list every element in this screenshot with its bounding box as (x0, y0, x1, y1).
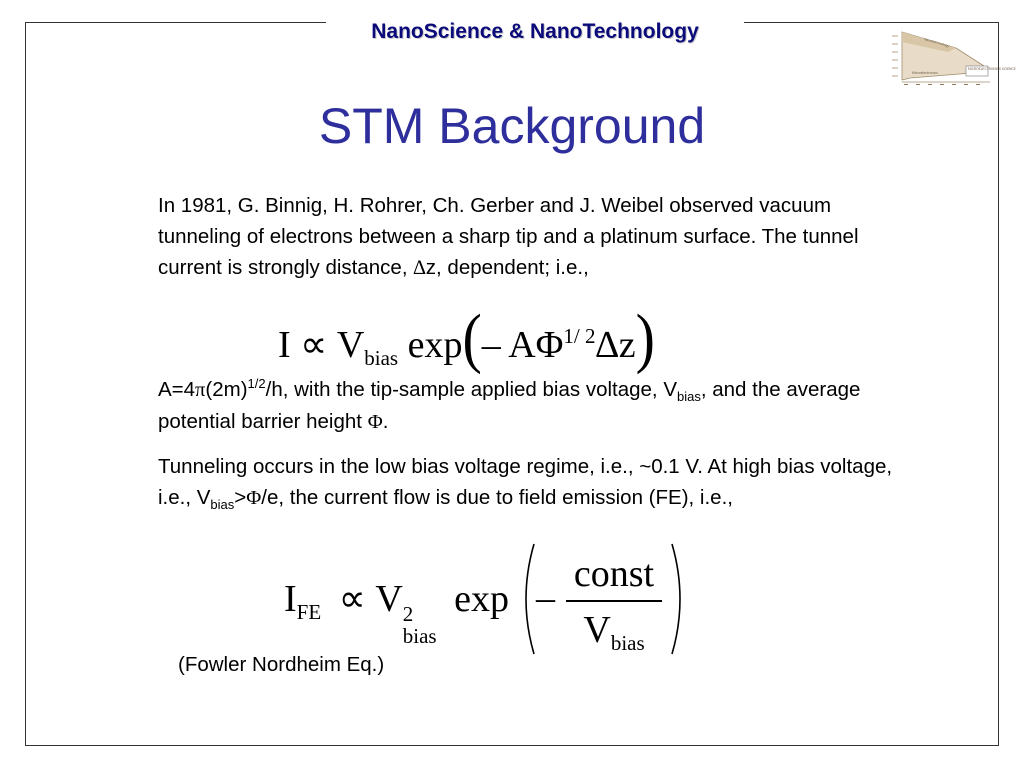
eq1-voltage-sub: bias (364, 346, 399, 370)
eq2-exp: exp (454, 578, 509, 620)
def-pi: π (195, 379, 206, 401)
eq2-numerator: const (573, 553, 655, 595)
def-a-rest: /h, with the tip-sample applied bias voltage, V (265, 378, 677, 401)
thumb-label-left: Microelectronics (912, 71, 938, 75)
slide-title: STM Background (318, 98, 706, 154)
def-period: . (382, 410, 389, 433)
fe-gt: > (234, 486, 247, 509)
nanotech-trend-thumbnail (888, 26, 1016, 90)
eq2-voltage-scripts (403, 603, 437, 647)
delta-symbol: ∆ (413, 257, 426, 279)
def-a-start: A=4 (158, 378, 196, 401)
intro-text: In 1981, G. Binnig, H. Rohrer, Ch. Gerber and J. Weibel observed vacuum tunneling of electrons between a sharp tip and a platinum surface. The tunnel current is strongly distance, (158, 194, 859, 279)
def-a-mid: (2m) (205, 378, 248, 401)
fe-phi: Φ (246, 487, 262, 509)
header-label: NanoScience & NanoTechnology (326, 14, 744, 50)
eq1-right-paren: ) (635, 300, 655, 375)
eq2-proportional: ∝ (338, 578, 366, 620)
eq2-left-paren (516, 540, 538, 658)
eq1-left-paren: ( (462, 300, 482, 375)
eq2-right-paren (668, 540, 690, 658)
def-bias-sub: bias (677, 389, 701, 405)
trend-diagram (888, 26, 1016, 90)
thumb-label-top: Nanotechnology (923, 37, 950, 49)
eq2-voltage-sup: 2 (402, 602, 414, 626)
eq2-denominator-sub: bias (610, 630, 645, 655)
fowler-nordheim-note: (Fowler Nordheim Eq.) (178, 653, 385, 676)
fe-end: /e, the current flow is due to field emission (FE), i.e., (261, 486, 733, 509)
intro-tail: z, dependent; i.e., (425, 256, 589, 279)
eq1-exponent: 1/ 2 (563, 324, 596, 348)
fowler-nordheim-equation (284, 540, 704, 660)
paragraph-field-emission (158, 451, 918, 514)
paragraph-intro (158, 190, 918, 284)
eq2-fraction (566, 552, 662, 665)
eq1-delta-z: ∆z (595, 324, 636, 366)
eq2-voltage: V (375, 578, 403, 620)
paragraph-definition (158, 374, 918, 438)
eq1-voltage: V (336, 324, 365, 366)
eq1-proportional: ∝ (300, 324, 328, 366)
thumb-label-mid: MICROELECTRONICS SCIENCE (968, 67, 1016, 71)
eq2-voltage-sub: bias (402, 624, 437, 648)
eq2-denominator-v: V (583, 608, 611, 651)
eq2-fraction-bar (566, 600, 662, 602)
eq1-exp: exp (407, 324, 463, 366)
eq2-left-side (284, 576, 509, 647)
fe-bias-sub: bias (210, 497, 235, 513)
fe-start: Tunneling occurs in the low bias voltage regime, i.e., ~0.1 V. At high bias voltage, i.e., V (158, 455, 893, 509)
eq2-current-sub: FE (296, 600, 322, 624)
tunnel-current-equation (278, 300, 655, 375)
eq2-denominator (566, 608, 662, 665)
def-a-end: , and the average potential barrier height (158, 378, 861, 433)
eq1-current: I (278, 324, 291, 366)
def-a-sup: 1/2 (247, 376, 266, 392)
eq2-current: I (284, 578, 297, 620)
def-phi: Φ (367, 411, 383, 433)
eq2-minus: – (536, 577, 555, 619)
eq1-minus-a-phi: – AΦ (481, 324, 564, 366)
